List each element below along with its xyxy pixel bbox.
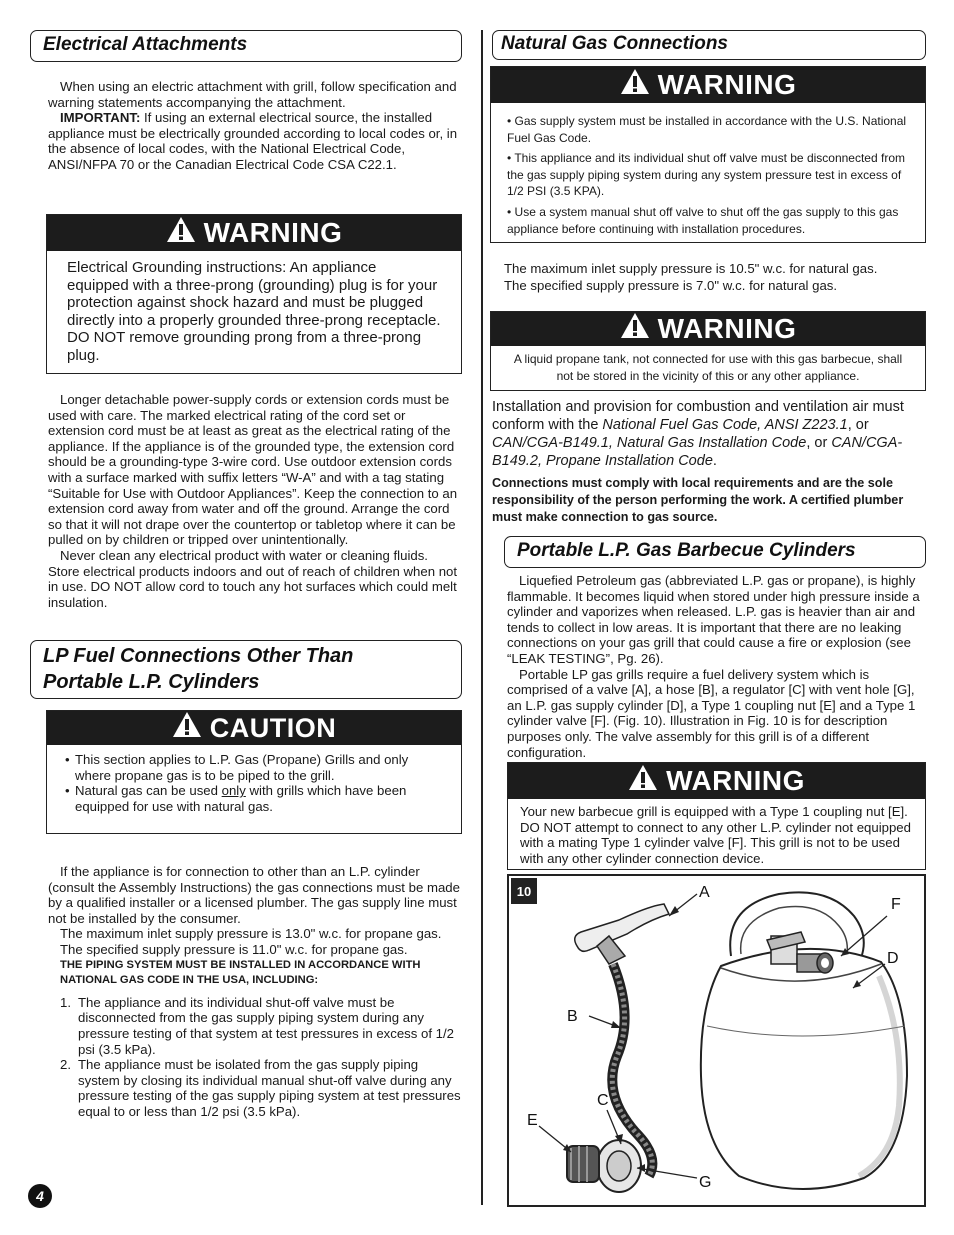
column-divider — [481, 30, 483, 1205]
lp-header-line-2: Portable L.P. Cylinders — [43, 671, 260, 693]
warning-coupling-text: Your new barbecue grill is equipped with a Type 1 coupling nut [E]. DO NOT attempt to connect to any other L.P. cylinder not equipped with a mating Type 1 cylinder valve [F]. This grill is not to be used with any other cylinder connection device. — [520, 804, 911, 866]
warning-lp-storage-box — [490, 311, 926, 391]
caution-title: CAUTION — [209, 712, 337, 743]
warning-grounding-title: WARNING — [203, 217, 343, 248]
installation-bold-note: Connections must comply with local requirements and are the sole responsibility of the person performing the work. A certified plumber must make connection to gas source. — [492, 476, 904, 524]
installation-paragraph: Installation and provision for combustion and ventilation air must conform with the National Fuel Gas Code, ANSI Z223.1, or CAN/CGA-B149.1, Natural Gas Installation Code, or CAN/CGA-B149.2, Propane Installation Code. — [492, 399, 904, 469]
installation-text — [492, 398, 924, 526]
warning-lp-storage-title: WARNING — [657, 313, 797, 344]
caution-item-2-underline: only — [221, 783, 246, 798]
warning-triangle-icon — [620, 68, 650, 102]
caution-box — [46, 710, 462, 834]
warning-coupling-body — [508, 799, 925, 871]
figure-label-c: C — [597, 1092, 609, 1109]
warning-grounding-bar — [47, 215, 461, 251]
warning-coupling-title: WARNING — [666, 765, 805, 796]
ng-warning-item-2: • This appliance and its individual shut off valve must be disconnected from the gas supply piping system during any system pressure test in excess of 1/2 PSI (3.5 KPA). — [507, 151, 905, 199]
cylinders-paragraph-2: Portable LP gas grills require a fuel delivery system which is comprised of a valve [A], a hose [B], a regulator [C] with vent hole [G], an L.P. gas supply cylinder [D], a Type 1 coupling nut [E] and a Type 1 cylinder valve [F]. (Fig. 10). Illustration in Fig. 10 is for description purposes only. The valve assembly for this grill is of a different configuration. — [507, 666, 916, 760]
electrical-paragraph-1: When using an electric attachment with grill, follow specification and warning statements accompanying the attachment. — [48, 79, 457, 110]
caution-item-2-rest: with grills which have been equipped for use with natural gas. — [75, 783, 407, 814]
figure-label-e: E — [527, 1112, 538, 1129]
warning-coupling-box — [507, 762, 926, 870]
warning-triangle-icon — [628, 764, 658, 798]
figure-label-g: G — [699, 1174, 712, 1191]
important-label: IMPORTANT: — [60, 110, 141, 126]
propane-cylinder-illustration — [509, 876, 924, 1205]
ng-warning-item-1: • Gas supply system must be installed in accordance with the U.S. National Fuel Gas Code. — [507, 114, 907, 145]
lp-specified-pressure: The specified supply pressure is 11.0" w.c. for propane gas. — [60, 941, 408, 957]
warning-lp-storage-body — [491, 346, 925, 389]
warning-triangle-icon — [620, 312, 650, 346]
warning-grounding-body — [47, 251, 461, 372]
ng-max-pressure: The maximum inlet supply pressure is 10.5" w.c. for natural gas. — [504, 261, 878, 276]
figure-label-a: A — [699, 884, 710, 901]
natural-gas-pressure-text — [504, 261, 924, 294]
electrical-attachments-header: Electrical Attachments — [30, 30, 462, 62]
warning-lp-storage-bar — [491, 312, 925, 346]
warning-natural-gas-bar — [491, 67, 925, 103]
warning-grounding-text: Electrical Grounding instructions: An appliance equipped with a three-prong (grounding) plug is for your protection against shock hazard and must be plugged directly into a properly grounded three-prong receptacle. DO NOT remove grounding prong from a three-prong plug. — [67, 259, 441, 364]
ng-warning-item-3: • Use a system manual shut off valve to shut off the gas supply to this gas appliance before continuing with installation procedures. — [507, 204, 899, 236]
warning-coupling-bar — [508, 763, 925, 799]
caution-bar — [47, 711, 461, 745]
lp-fuel-connections-header — [30, 640, 462, 699]
caution-item-1: • This section applies to L.P. Gas (Propane) Grills and only where propane gas is to be piped to the grill. — [63, 752, 445, 783]
lp-paragraph-1: If the appliance is for connection to other than an L.P. cylinder (consult the Assembly Instructions) the gas connections must be made by a qualified installer or a licensed plumber. The gas supply line must not be installed by the consumer. — [48, 864, 460, 926]
caution-list — [63, 752, 445, 814]
lp-code-bold: THE PIPING SYSTEM MUST BE INSTALLED IN ACCORDANCE WITH NATIONAL GAS CODE IN THE USA, INCLUDING: — [60, 958, 421, 987]
extension-cord-paragraph-2: Never clean any electrical product with water or cleaning fluids. Store electrical products indoors and out of reach of children when not in use. DO NOT allow cord to touch any hot surfaces which could melt insulation. — [48, 547, 458, 610]
ng-specified-pressure: The specified supply pressure is 7.0" w.c. for natural gas. — [504, 277, 838, 293]
warning-natural-gas-body — [491, 103, 925, 241]
electrical-intro — [48, 79, 460, 173]
caution-item-2 — [63, 783, 445, 814]
extension-cord-paragraph-1: Longer detachable power-supply cords or extension cords must be used with care. The marked electrical rating of the cord set or extension cord must be at least as great as the electrical rating of the appliance. If the appliance is of the grounded type, the extension cord should be a grounding-type 3-wire cord. Use outdoor extension cords with a surface marked with suffix letters “W-A” and with a tag stating “Suitable for Use with Outdoor Appliances”. Keep the connection to an extension cord away from water and off the ground. Arrange the cord so that it will not drape over the countertop or tabletop where it can be pulled on by children or tripped over unintentionally. — [48, 392, 458, 548]
caution-triangle-icon — [172, 711, 202, 745]
caution-item-2-prefix: Natural gas can be used — [75, 783, 222, 798]
figure-label-b: B — [567, 1008, 578, 1025]
cylinders-paragraph-1: Liquefied Petroleum gas (abbreviated L.P. gas or propane), is highly flammable. It becomes liquid when stored under high pressure inside a cylinder and vaporizes when released. L.P. gas is heavier than air and tends to collect in low areas. It is important that there are no leaking connections on your gas grill that could cause a fire or explosion (see “LEAK TESTING”, Pg. 26). — [507, 573, 920, 666]
warning-natural-gas-title: WARNING — [657, 69, 797, 100]
figure-10 — [507, 874, 926, 1207]
extension-cord-text — [48, 392, 460, 610]
figure-number: 10 — [511, 878, 537, 904]
lp-code-item-1: 1. The appliance and its individual shut-off valve must be disconnected from the gas supply piping system during any pressure testing of that system at test pressures in excess of 1/2 psi (3.5 kPa). — [60, 994, 455, 1057]
lp-connection-text — [48, 864, 462, 1120]
important-text: If using an external electrical source, the installed appliance must be electrically grounded according to local codes or, in the absence of local codes, with the National Electrical Code, ANSI/NFPA 70 or the Canadian Electrical Code CSA C22.1. — [48, 110, 458, 172]
lp-code-list — [48, 995, 462, 1120]
important-paragraph — [48, 110, 460, 172]
lp-code-item-2: 2. The appliance must be isolated from the gas supply piping system by closing its individual manual shut-off valve during any pressure testing of the gas supply piping system at test pressures equal to or less than 1/2 psi (3.5 kPa). — [60, 1057, 461, 1119]
warning-natural-gas-box — [490, 66, 926, 243]
page-number: 4 — [28, 1184, 52, 1208]
lp-header-line-1: LP Fuel Connections Other Than — [43, 645, 354, 667]
warning-lp-storage-text: A liquid propane tank, not connected for use with this gas barbecue, shall not be stored in the vicinity of this or any other appliance. — [513, 352, 903, 383]
portable-cylinders-header: Portable L.P. Gas Barbecue Cylinders — [504, 536, 926, 568]
natural-gas-header: Natural Gas Connections — [492, 30, 926, 60]
cylinders-text — [507, 573, 925, 760]
warning-triangle-icon — [166, 216, 196, 250]
caution-body — [47, 745, 461, 821]
warning-grounding-box — [46, 214, 462, 374]
figure-label-d: D — [887, 950, 899, 967]
figure-label-f: F — [891, 896, 901, 913]
lp-max-pressure: The maximum inlet supply pressure is 13.0" w.c. for propane gas. — [60, 926, 442, 942]
